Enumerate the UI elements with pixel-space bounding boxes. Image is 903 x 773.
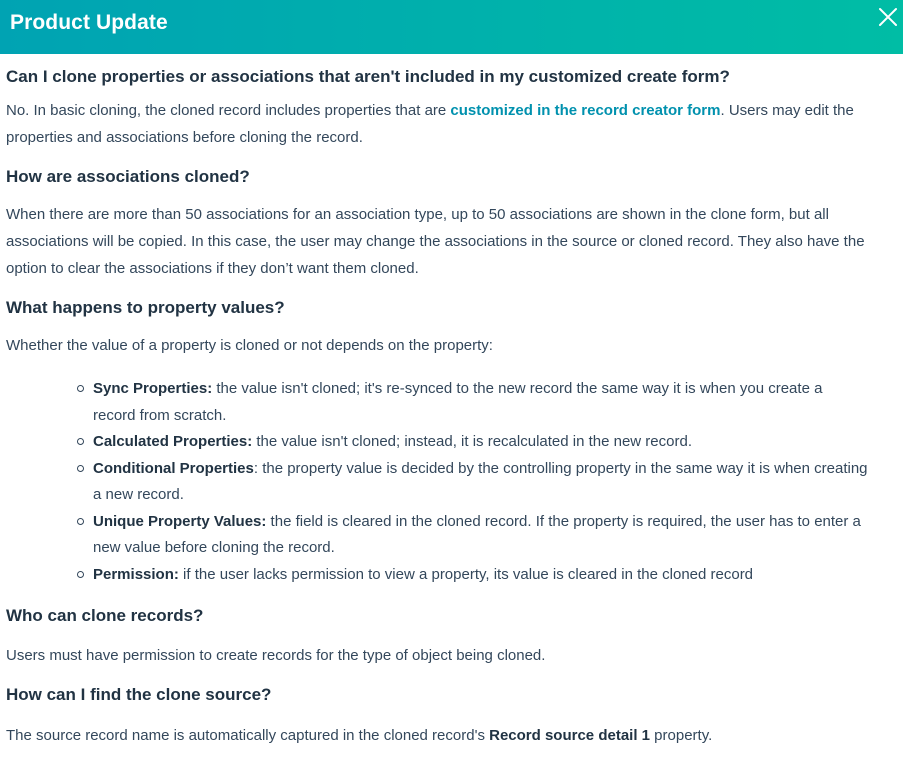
modal-header — [0, 0, 903, 54]
faq-question-2: How are associations cloned? — [6, 167, 250, 186]
list-item: Unique Property Values: the field is cleared in the cloned record. If the property is required, the user has to enter a new value before cloning the record. — [93, 509, 897, 562]
record-creator-form-link[interactable]: customized in the record creator form — [450, 102, 721, 119]
close-icon — [877, 6, 899, 28]
list-item: Conditional Properties: the property value is decided by the controlling property in the same way it is when creating a new record. — [93, 456, 897, 509]
property-values-list — [6, 376, 897, 588]
close-button[interactable] — [877, 6, 899, 28]
list-item: Calculated Properties: the value isn't cloned; instead, it is recalculated in the new record. — [93, 429, 897, 456]
faq-question-4: Who can clone records? — [6, 606, 204, 625]
faq-answer-1: No. In basic cloning, the cloned record includes properties that are customized in the record creator form. Users may edit the properties and associations before cloning the record. — [6, 102, 854, 146]
faq-answer-4: Users must have permission to create records for the type of object being cloned. — [6, 647, 546, 664]
faq-answer-3: Whether the value of a property is cloned or not depends on the property: — [6, 337, 493, 354]
faq-question-1: Can I clone properties or associations that aren't included in my customized create form? — [6, 67, 730, 86]
modal-title: Product Update — [10, 11, 168, 34]
faq-answer-5: The source record name is automatically captured in the cloned record's Record source detail 1 property. — [6, 727, 713, 744]
list-item: Permission: if the user lacks permission to view a property, its value is cleared in the cloned record — [93, 562, 897, 589]
faq-question-5: How can I find the clone source? — [6, 685, 272, 704]
list-item: Sync Properties: the value isn't cloned; it's re-synced to the new record the same way it is when you create a record from scratch. — [93, 376, 897, 429]
faq-question-3: What happens to property values? — [6, 298, 285, 317]
faq-answer-2: When there are more than 50 associations for an association type, up to 50 associations are shown in the clone form, but all associations will be copied. In this case, the user may change the associations in the source or cloned record. They also have the option to clear the associations if they don’t want them cloned. — [6, 206, 865, 277]
modal-body — [0, 66, 903, 749]
